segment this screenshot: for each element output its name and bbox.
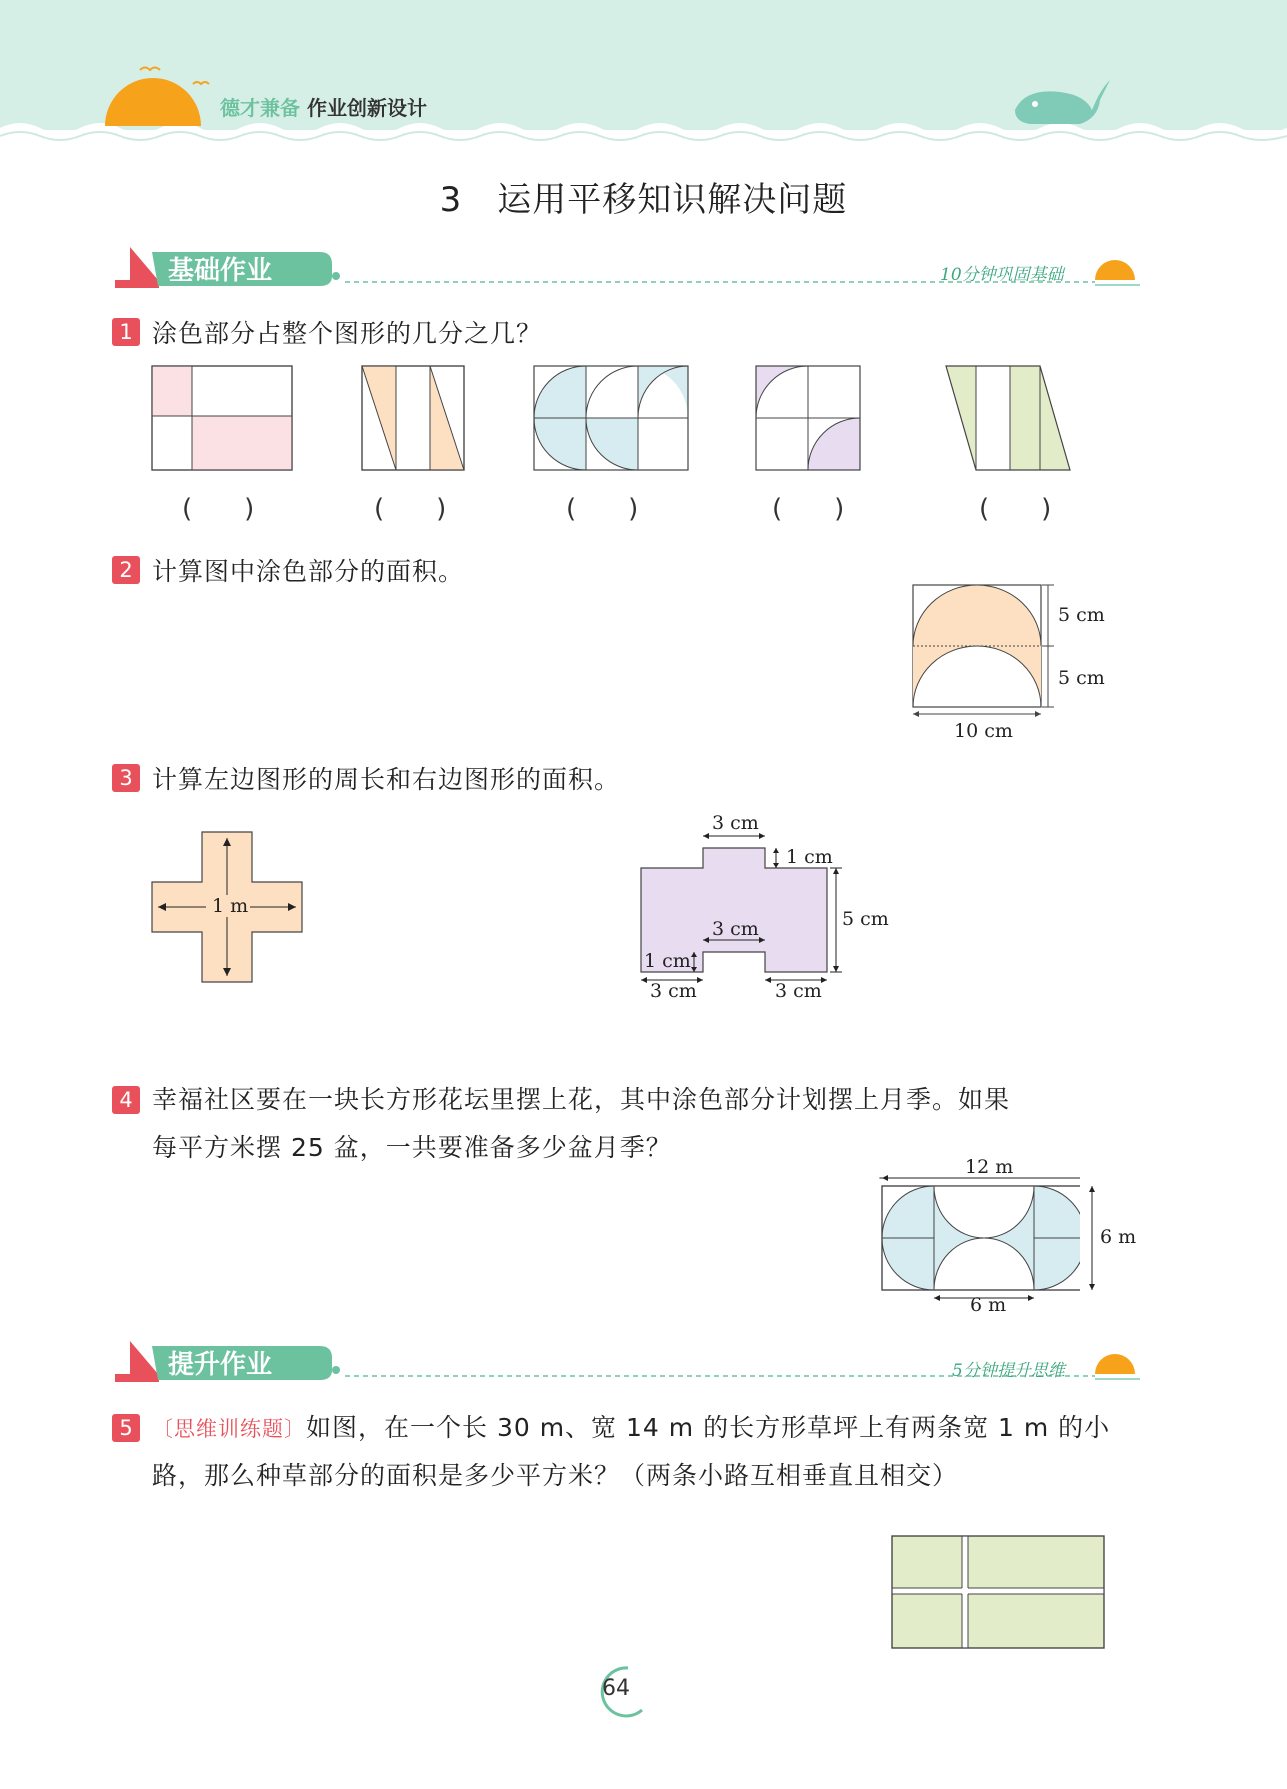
q1-figures xyxy=(150,364,1100,474)
q5-figure xyxy=(890,1534,1106,1650)
q3-cross-label: 1 m xyxy=(212,895,249,917)
q5-line2: 路，那么种草部分的面积是多少平方米？（两条小路互相垂直且相交） xyxy=(152,1461,959,1490)
q4-label-length: 12 m xyxy=(965,1156,1014,1178)
q3-label-notch-width: 3 cm xyxy=(712,918,759,940)
q1-answer-blank[interactable]: ( ) xyxy=(374,494,447,524)
q5-line1-text: 如图，在一个长 30 m、宽 14 m 的长方形草坪上有两条宽 1 m 的小 xyxy=(306,1413,1111,1442)
q2-text: 计算图中涂色部分的面积。 xyxy=(152,557,465,586)
header-banner xyxy=(0,0,1287,150)
q3-label-top-width: 3 cm xyxy=(712,812,759,834)
q1-answer-blank[interactable]: ( ) xyxy=(772,494,845,524)
q1-answer-blank[interactable]: ( ) xyxy=(182,494,255,524)
q4-figure xyxy=(870,1164,1080,1314)
q1-answer-blank[interactable]: ( ) xyxy=(566,494,639,524)
page-title: 3 运用平移知识解决问题 xyxy=(439,180,848,220)
q2-label-bottom: 5 cm xyxy=(1058,667,1105,689)
q5-line1 xyxy=(152,1404,1110,1453)
q3-label-bottom-left: 3 cm xyxy=(650,980,697,1002)
section-advanced-time: 5分钟提升思维 xyxy=(952,1361,1065,1381)
q4-line1: 幸福社区要在一块长方形花坛里摆上花，其中涂色部分计划摆上月季。如果 xyxy=(152,1085,1011,1114)
section-basic-time: 10分钟巩固基础 xyxy=(940,265,1064,285)
q2-label-width: 10 cm xyxy=(954,720,1013,742)
q3-number: 3 xyxy=(112,764,140,792)
q5-tag: 〔思维训练题〕 xyxy=(152,1417,306,1441)
section-advanced-label: 提升作业 xyxy=(168,1350,273,1380)
page-number: 64 xyxy=(602,1676,630,1701)
q2-label-top: 5 cm xyxy=(1058,604,1105,626)
q3-label-notch-height: 1 cm xyxy=(644,950,691,972)
q1-text: 涂色部分占整个图形的几分之几？ xyxy=(152,319,543,348)
brand xyxy=(220,92,427,121)
brand-part2: 作业创新设计 xyxy=(306,96,427,120)
q2-figure xyxy=(908,580,1058,720)
q4-label-width: 6 m xyxy=(1100,1226,1137,1248)
q1-number: 1 xyxy=(112,318,140,346)
q3-label-bottom-right: 3 cm xyxy=(775,980,822,1002)
q4-label-diameter: 6 m xyxy=(970,1294,1007,1316)
q3-label-top-height: 1 cm xyxy=(786,846,833,868)
brand-part1: 德才兼备 xyxy=(220,96,300,120)
q5-number: 5 xyxy=(112,1414,140,1442)
section-basic-label: 基础作业 xyxy=(168,256,273,286)
q4-height-dimension xyxy=(1086,1184,1098,1294)
q4-line2: 每平方米摆 25 盆，一共要准备多少盆月季？ xyxy=(152,1133,672,1162)
q3-label-height: 5 cm xyxy=(842,908,889,930)
q4-number: 4 xyxy=(112,1086,140,1114)
q2-number: 2 xyxy=(112,556,140,584)
q1-answer-blank[interactable]: ( ) xyxy=(979,494,1052,524)
q3-text: 计算左边图形的周长和右边图形的面积。 xyxy=(152,765,621,794)
